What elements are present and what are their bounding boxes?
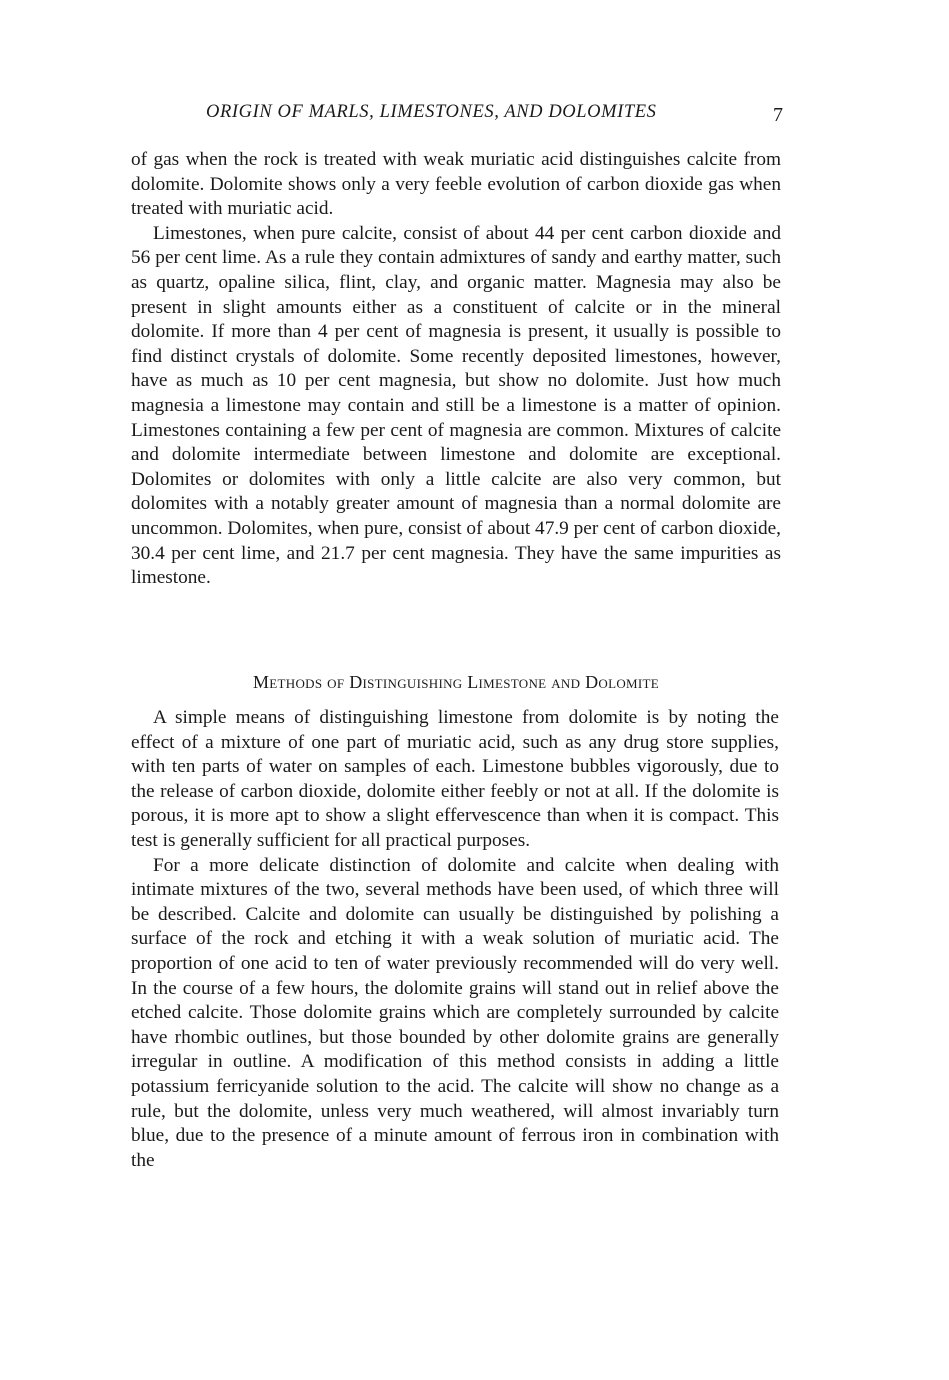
paragraph-simple-means: A simple means of distinguishing limestone from dolomite is by noting the effect of a mixture of one part of muriatic acid, such as any drug store supplies, with ten parts of water on samples of each. Limestone bubbles vigorously, due to the release of carbon dioxide, dolomite either feebly or not at all. If the dolomite is porous, it is more apt to show a slight effervescence than when it is compact. This test is generally sufficient for all practical purposes. <box>131 707 779 851</box>
running-head <box>130 100 785 130</box>
body-text <box>131 148 781 591</box>
section-heading: Methods of Distinguishing Limestone and Dolomite <box>253 672 659 692</box>
page-number: 7 <box>773 104 783 126</box>
running-title: ORIGIN OF MARLS, LIMESTONES, AND DOLOMITES <box>206 102 657 122</box>
paragraph-continued: of gas when the rock is treated with weak muriatic acid distinguishes calcite from dolomite. Dolomite shows only a very feeble evolution of carbon dioxide gas when treated with muriatic acid. <box>131 149 781 220</box>
section-body <box>131 706 779 1173</box>
paragraph-delicate-distinction: For a more delicate distinction of dolomite and calcite when dealing with intimate mixtures of the two, several methods have been used, of which three will be described. Calcite and dolomite can usually be distinguished by polishing a surface of the rock and etching it with a weak solution of muriatic acid. The proportion of one acid to ten of water previously recommended will do very well. In the course of a few hours, the dolomite grains will stand out in relief above the etched calcite. Those dolomite grains which are completely surrounded by calcite have rhombic outlines, but those bounded by other dolomite grains are generally irregular in outline. A modification of this method consists in adding a little potassium ferricyanide solution to the acid. The calcite will show no change as a rule, but the dolomite, unless very much weathered, will almost invariably turn blue, due to the presence of a minute amount of ferrous iron in combination with the <box>131 854 779 1171</box>
paragraph-limestones: Limestones, when pure calcite, consist of about 44 per cent carbon dioxide and 56 per cent lime. As a rule they contain admixtures of sandy and earthy matter, such as quartz, opaline silica, flint, clay, and organic matter. Magnesia may also be present in slight amounts either as a constituent of calcite or in the mineral dolomite. If more than 4 per cent of magnesia is present, it usually is possible to find distinct crystals of dolomite. Some recently deposited limestones, however, have as much as 10 per cent magnesia, but show no dolomite. Just how much magnesia a limestone may contain and still be a limestone is a matter of opinion. Limestones containing a few per cent of magnesia are common. Mixtures of calcite and dolomite intermediate between limestone and dolomite are exceptional. Dolomites or dolomites with only a little calcite are also very common, but dolomites with a notably greater amount of magnesia than a normal dolomite are uncommon. Dolomites, when pure, consist of about 47.9 per cent of carbon dioxide, 30.4 per cent lime, and 21.7 per cent magnesia. They have the same impurities as limestone. <box>131 222 781 589</box>
